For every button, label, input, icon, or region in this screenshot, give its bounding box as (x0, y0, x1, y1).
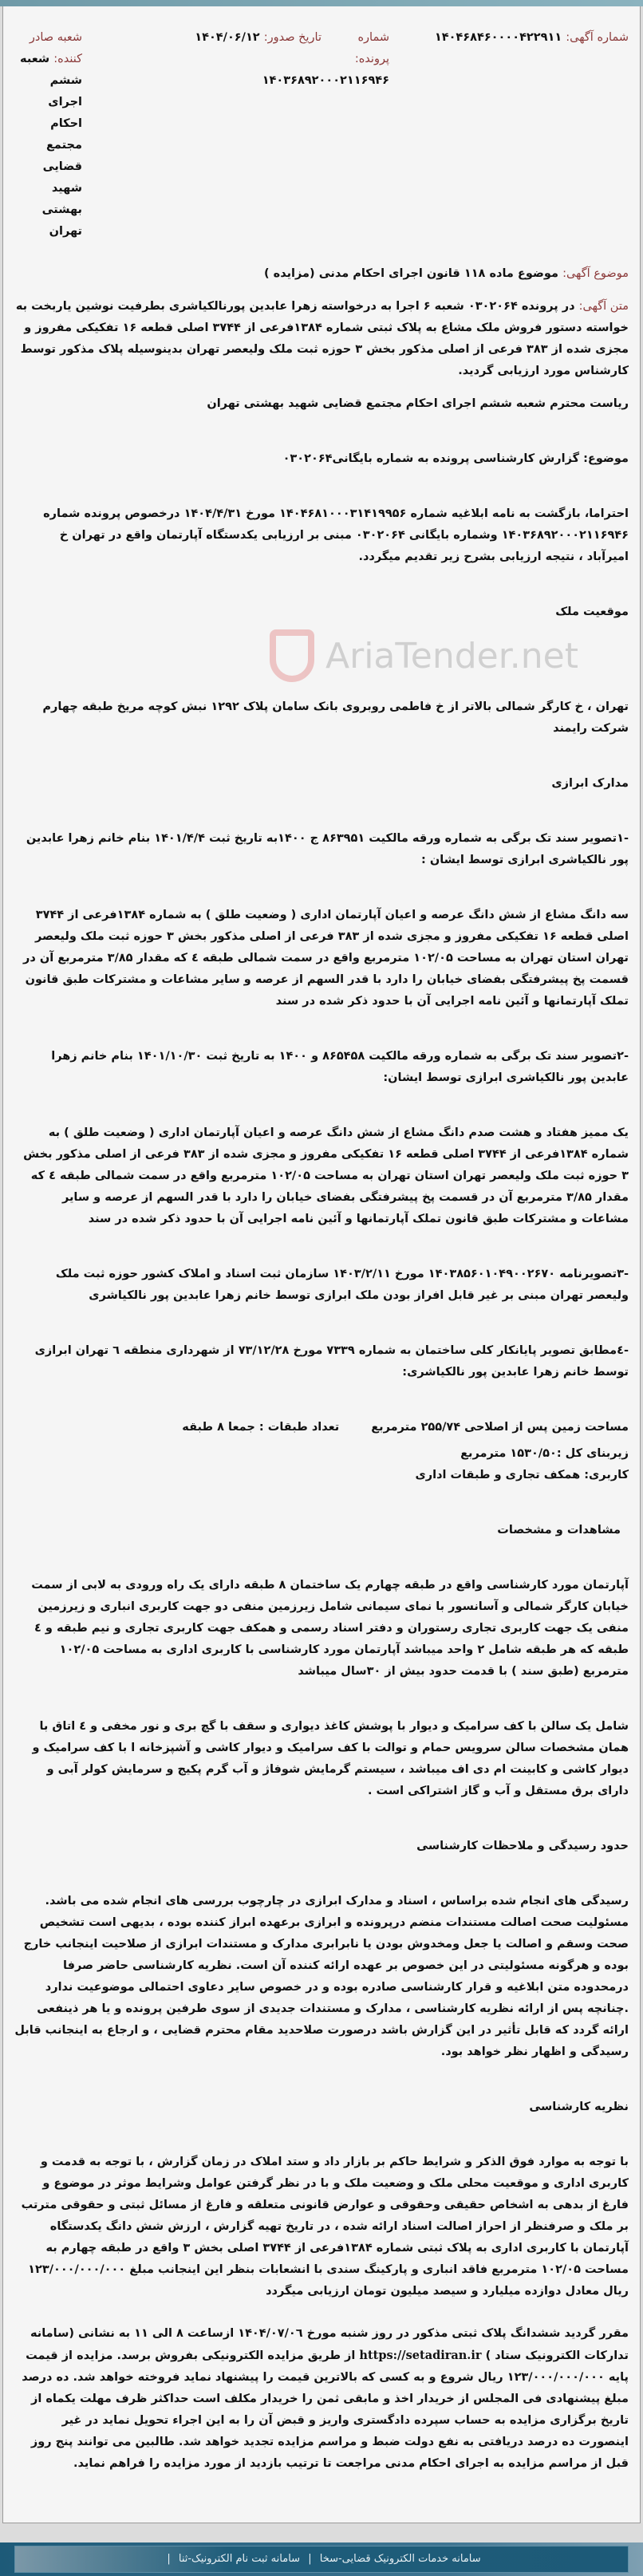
auction-part-1: مقرر گردید ششدانگ پلاک ثبتی مذکور در روز شنبه مورخ ۱۴۰۴/۰۷/۰٦ ازساعت ۸ الی ۱۱ به نشانی (سامانه تدارکات الکترونیک ستاد ) (30, 2327, 629, 2362)
body-label: متن آگهی: (578, 300, 629, 313)
building-areas (14, 1417, 629, 1465)
scope-title: حدود رسیدگی و ملاحظات کارشناسی (416, 1840, 629, 1852)
setadiran-link[interactable]: https://setadiran.ir (359, 2349, 482, 2362)
subject: موضوع ماده ۱۱۸ قانون اجرای احکام مدنی (مزایده ) (264, 267, 559, 280)
observations-title: مشاهدات و مشخصات (497, 1524, 621, 1537)
greeting-paragraph: احتراما، بازگشت به نامه ابلاغیه شماره ۱۴۰۴۶۸۱۰۰۰۳۱۴۱۹۹۵۶ مورخ ۱۴۰۴/۴/۳۱ درخصوص پرونده شماره ۱۴۰۳۶۸۹۲۰۰۰۲۱۱۶۹۴۶ وشماره بایگانی ۰۳۰۲۰۶۴ مبنی بر ارزیابی یکدستگاه آپارتمان واقع در تهران خ امیرآباد ، نتیجه ارزیابی بشرح زیر تقدیم میگردد. (43, 507, 629, 563)
footer-separator: | (308, 2553, 312, 2565)
observations-2: شامل یک سالن با کف سرامیک و دیوار با پوشش کاغذ دیواری و سقف با گچ بری و نور مخفی و ٤ اتاق با همان مشخصات سالن سرویس حمام و توالت با کف سرامیک و دیوار کاشی و آشپزخانه ا با کف سرامیک و دیوار کاشی و کابینت ام دی اف میباشد ، سیستم گرمایش شوفاژ و آب گرم پکیج و سرمایش کولر آبی و دارای برق مستقل و آب و گاز اشتراکی است . (32, 1720, 629, 1797)
subject-label: موضوع آگهی: (562, 267, 629, 280)
top-bar (0, 0, 643, 6)
document-2-detail: یک ممیز هفتاد و هشت صدم دانگ مشاع از شش دانگ عرصه و اعیان آپارتمان اداری ( وضعیت طلق ) به شماره ۱۳۸۴فرعی از ۳۷۴۴ اصلی قطعه ۱۶ تفکیکی مفروز و مجزی شده از ۳۸۳ فرعی از اصلی مذکور بخش ۳ حوزه ثبت ملک ولیعصر تهران استان تهران به مساحت ۱۰۲/۰۵ مترمربع واقع در سمت شمالی طبقه ٤ که مقدار ۳/۸۵ مترمربع آن در قسمت پخ پیشرفتگی بفضای خیابان را دارد با قدر السهم از عرصه و سایر مشاعات و مشترکات طبق قانون تملک آپارتمانها و آئین نامه اجرایی آن با حدود ذکر شده در سند (23, 1126, 629, 1225)
branch-label: شعبه صادر کننده: (29, 31, 82, 65)
subject-row (14, 263, 629, 285)
intro-text: در پرونده ۰۳۰۲۰۶۴ شعبه ۶ اجرا به درخواسته زهرا عابدین پورنالکیاشری بطرفیت نوشین یاربخت به خواسته دستور فروش ملک مشاع به پلاک ثبتی شماره ۱۳۸۴فرعی از ۳۷۴۴ اصلی قطعه ۱۶ تفکیکی مفروز و مجزی شده از ۳۸۳ فرعی از اصلی مذکور بخش ۳ حوزه ثبت ملک ولیعصر تهران بدینوسیله پلاک مذکور توسط کارشناس مورد ارزیابی گردید. (15, 300, 629, 377)
ad-number-label: شماره آگهی: (566, 31, 629, 44)
location-text: تهران ، خ کارگر شمالی بالاتر از خ فاطمی روبروی بانک سامان پلاک ۱۲۹۲ نبش کوچه مریخ طبقه چهارم شرکت رایمند (42, 700, 629, 735)
opinion-title: نظریه کارشناسی (529, 2101, 629, 2113)
document-2: -۲تصویر سند تک برگی به شماره ورقه مالکیت ۸۶۵۴۵۸ و ۱۴۰۰ به تاریخ ثبت ۱۴۰۱/۱۰/۳۰ بنام خانم زهرا عابدین پور نالکیاشری ابرازی توسط ایشان: (51, 1050, 629, 1084)
location-title: موقعیت ملک (555, 606, 629, 618)
watermark-text: AriaTender.net (325, 636, 578, 677)
footer-links (14, 2546, 629, 2573)
observations-1: آپارتمان مورد کارشناسی واقع در طبقه چهارم یک ساختمان ۸ طبقه دارای یک راه ورودی به لابی از سمت خیابان کارگر شمالی و آسانسور با نمای سیمانی شامل زیرزمین منفی دو جهت کاربری انباری و زیرزمین منفی یک جهت کاربری تجاری رستوران و دفتر اسناد رسمی و همکف جهت کاربری تجاری و نیم طبقه و ٤ طبقه که هر طبقه شامل ۲ واحد میباشد آپارتمان مورد کارشناسی با کاربری اداری به مساحت ۱۰۲/۰۵ مترمربع (طبق سند ) با قدمت حدود بیش از ۳۰سال میباشد (31, 1579, 629, 1678)
footer (0, 2542, 643, 2576)
total-area: زیربنای کل :۱۵۳۰/۵۰ مترمربع (460, 1447, 629, 1460)
floors-count: تعداد طبقات : جمعا ۸ طبقه (182, 1421, 340, 1434)
land-area: مساحت زمین پس از اصلاحی ۲۵۵/۷۴ مترمربع (371, 1421, 629, 1434)
watermark-logo (262, 629, 629, 685)
footer-link-sakha[interactable]: سامانه خدمات الکترونیک قضایی-سخا (319, 2553, 481, 2565)
case-number: ۱۴۰۳۶۸۹۲۰۰۰۲۱۱۶۹۴۶ (262, 74, 389, 87)
branch-row (14, 27, 82, 243)
report-subject: موضوع: گزارش کارشناسی پرونده به شماره بایگانی۰۳۰۲۰۶۴ (282, 452, 629, 465)
notice-panel (2, 6, 641, 2523)
shield-icon (270, 629, 314, 682)
opinion-text: با توجه به موارد فوق الذکر و شرایط حاکم بر بازار داد و ستد املاک در زمان گزارش ، با توجه به قدمت و کاربری اداری و موقعیت محلی ملک و وضعیت ملک و با در نظر گرفتن عوامل وشرایط موثر در موضوع و فارغ از بدهی به اشخاص حقیقی وحقوقی و عوارض قانونی متعلقه و فارغ از مسائل ثبتی و حقوقی مترتب بر ملک و صرفنظر از احراز اصالت اسناد ارائه شده ، در تاریخ تهیه گزارش ، ارزش شش دانگ یکدستگاه آپارتمان با کاربری اداری به پلاک ثبتی شماره ۱۳۸۴فرعی از ۳۷۴۴ اصلی بخش ۳ واقع در طبقه چهارم به مساحت ۱۰۲/۰۵ مترمربع فاقد انباری و پارکینگ سندی با انشعابات بنظر این اینجانب مبلغ ۱۲۳/۰۰۰/۰۰۰/۰۰۰ ریال معادل دوازده میلیارد و سیصد میلیون تومان ارزیابی میگردد (21, 2156, 629, 2298)
auction-part-2: از طریق مزایده الکترونیکی بفروش برسد. مزایده از قیمت پایه ۱۲۳/۰۰۰/۰۰۰/۰۰۰ ریال شروع و به کسی که بالاترین قیمت را پیشنهاد نماید فروخته خواهد شد. ده درصد مبلغ پیشنهادی فی المجلس از خریدار اخذ و مابقی ثمن را خریدار مکلف است حداکثر ظرف مهلت یکماه از تاریخ برگزاری مزایده به حساب سپرده دادگستری واریز و قبض آن را به این اجراء تحویل نماید در غیر اینصورت ده درصد دریافتی به نفع دولت ضبط و مراسم مزایده تجدید خواهد شد. طالبین می توانند پنج روز قبل از مراسم مزایده به اجرای احکام مدنی مراجعت تا ترتیب بازدید از مورد مزایده را فراهم نماید. (22, 2349, 629, 2470)
notice-body-intro (14, 296, 629, 382)
case-number-label: شماره پرونده: (354, 31, 389, 65)
addressee: ریاست محترم شعبه ششم اجرای احکام مجتمع قضایی شهید بهشتی تهران (207, 397, 629, 410)
issue-date: ۱۴۰۴/۰۶/۱۲ (195, 31, 260, 44)
ad-number: ۱۴۰۴۶۸۴۶۰۰۰۰۴۲۲۹۱۱ (434, 31, 562, 44)
footer-separator: | (167, 2553, 171, 2565)
ad-number-row (389, 27, 629, 243)
issue-date-label: تاریخ صدور: (263, 31, 322, 44)
notice-header (14, 27, 629, 243)
document-1-detail: سه دانگ مشاع از شش دانگ عرصه و اعیان آپارتمان اداری ( وضعیت طلق ) به شماره ۱۳۸۴فرعی از ۳۷۴۴ اصلی قطعه ۱۶ تفکیکی مفروز و مجزی شده از ۳۸۳ فرعی از اصلی مذکور بخش ۳ حوزه ثبت ملک ولیعصر تهران استان تهران به مساحت ۱۰۲/۰۵ مترمربع واقع در سمت شمالی طبقه ٤ که مقدار ۳/۸۵ مترمربع آن در قسمت پخ پیشرفتگی بفضای خیابان را دارد با قدر السهم از عرصه و سایر مشاعات و مشترکات طبق قانون تملک آپارتمانها و آئین نامه اجرایی آن با حدود ذکر شده در سند (23, 909, 629, 1008)
documents-title: مدارک ابرازی (551, 777, 629, 790)
branch: شعبه ششم اجرای احکام مجتمع قضایی شهید بهشتی تهران (20, 53, 82, 238)
auction-text (14, 2323, 629, 2475)
scope-text: رسیدگی های انجام شده براساس ، اسناد و مدارک ابرازی در چارچوب بررسی های انجام شده می باشد. مسئولیت صحت اصالت مستندات منضم درپرونده و ابرازی برعهده ابراز کننده بوده ، بدیهی است تشخیص صحت وسقم و اصالت یا جعل ومخدوش بودن یا نابرابری مدارک و مستندات ابرازی از صلاحیت اینجانب خارج بوده و هرگونه مسئولیتی در این خصوص بر عهده ارائه کننده آن است. نظریه کارشناسی حاضر صرفا درمحدوده متن ابلاغیه و قرار کارشناسی صادره بوده و در خصوص سایر دعاوی احتمالی موضوعیت ندارد .چنانچه پس از ارائه نظریه کارشناسی ، مدارک و مستندات جدیدی از سوی طرفین پرونده و یا هر ذینفعی ارائه گردد که قابل تأثیر در این گزارش باشد درصورت صلاحدید مقام محترم قضایی ، و ارجاع به اینجانب قابل رسیدگی و اظهار نظر خواهد بود. (14, 1895, 629, 2058)
issue-date-row (82, 27, 322, 243)
document-1: -۱تصویر سند تک برگی به شماره ورقه مالکیت ۸۶۳۹۵۱ ج ۱۴۰۰به تاریخ ثبت ۱۴۰۱/۴/۴ بنام خانم زهرا عابدین پور نالکیاشری ابرازی توسط ایشان : (26, 832, 629, 866)
footer-link-sana[interactable]: سامانه ثبت نام الکترونیک-ثنا (178, 2553, 301, 2565)
usage: کاربری: همکف تجاری و طبقات اداری (415, 1469, 629, 1481)
document-4: -٤مطابق تصویر پایانکار کلی ساختمان به شماره ۷۳۳۹ مورخ ۷۳/۱۲/۲۸ از شهرداری منطقه ٦ تهران ابرازی توسط خانم زهرا عابدین پور نالکیاشری: (34, 1344, 629, 1379)
document-3: -۳تصویرنامه ۱۴۰۳۸۵۶۰۱۰۴۹۰۰۲۶۷۰ مورخ ۱۴۰۳/۲/۱۱ سازمان ثبت اسناد و املاک کشور حوزه ثبت ملک ولیعصر تهران مبنی بر غیر قابل افراز بودن ملک ابرازی توسط خانم زهرا عابدین پور نالکیاشری (55, 1268, 629, 1302)
